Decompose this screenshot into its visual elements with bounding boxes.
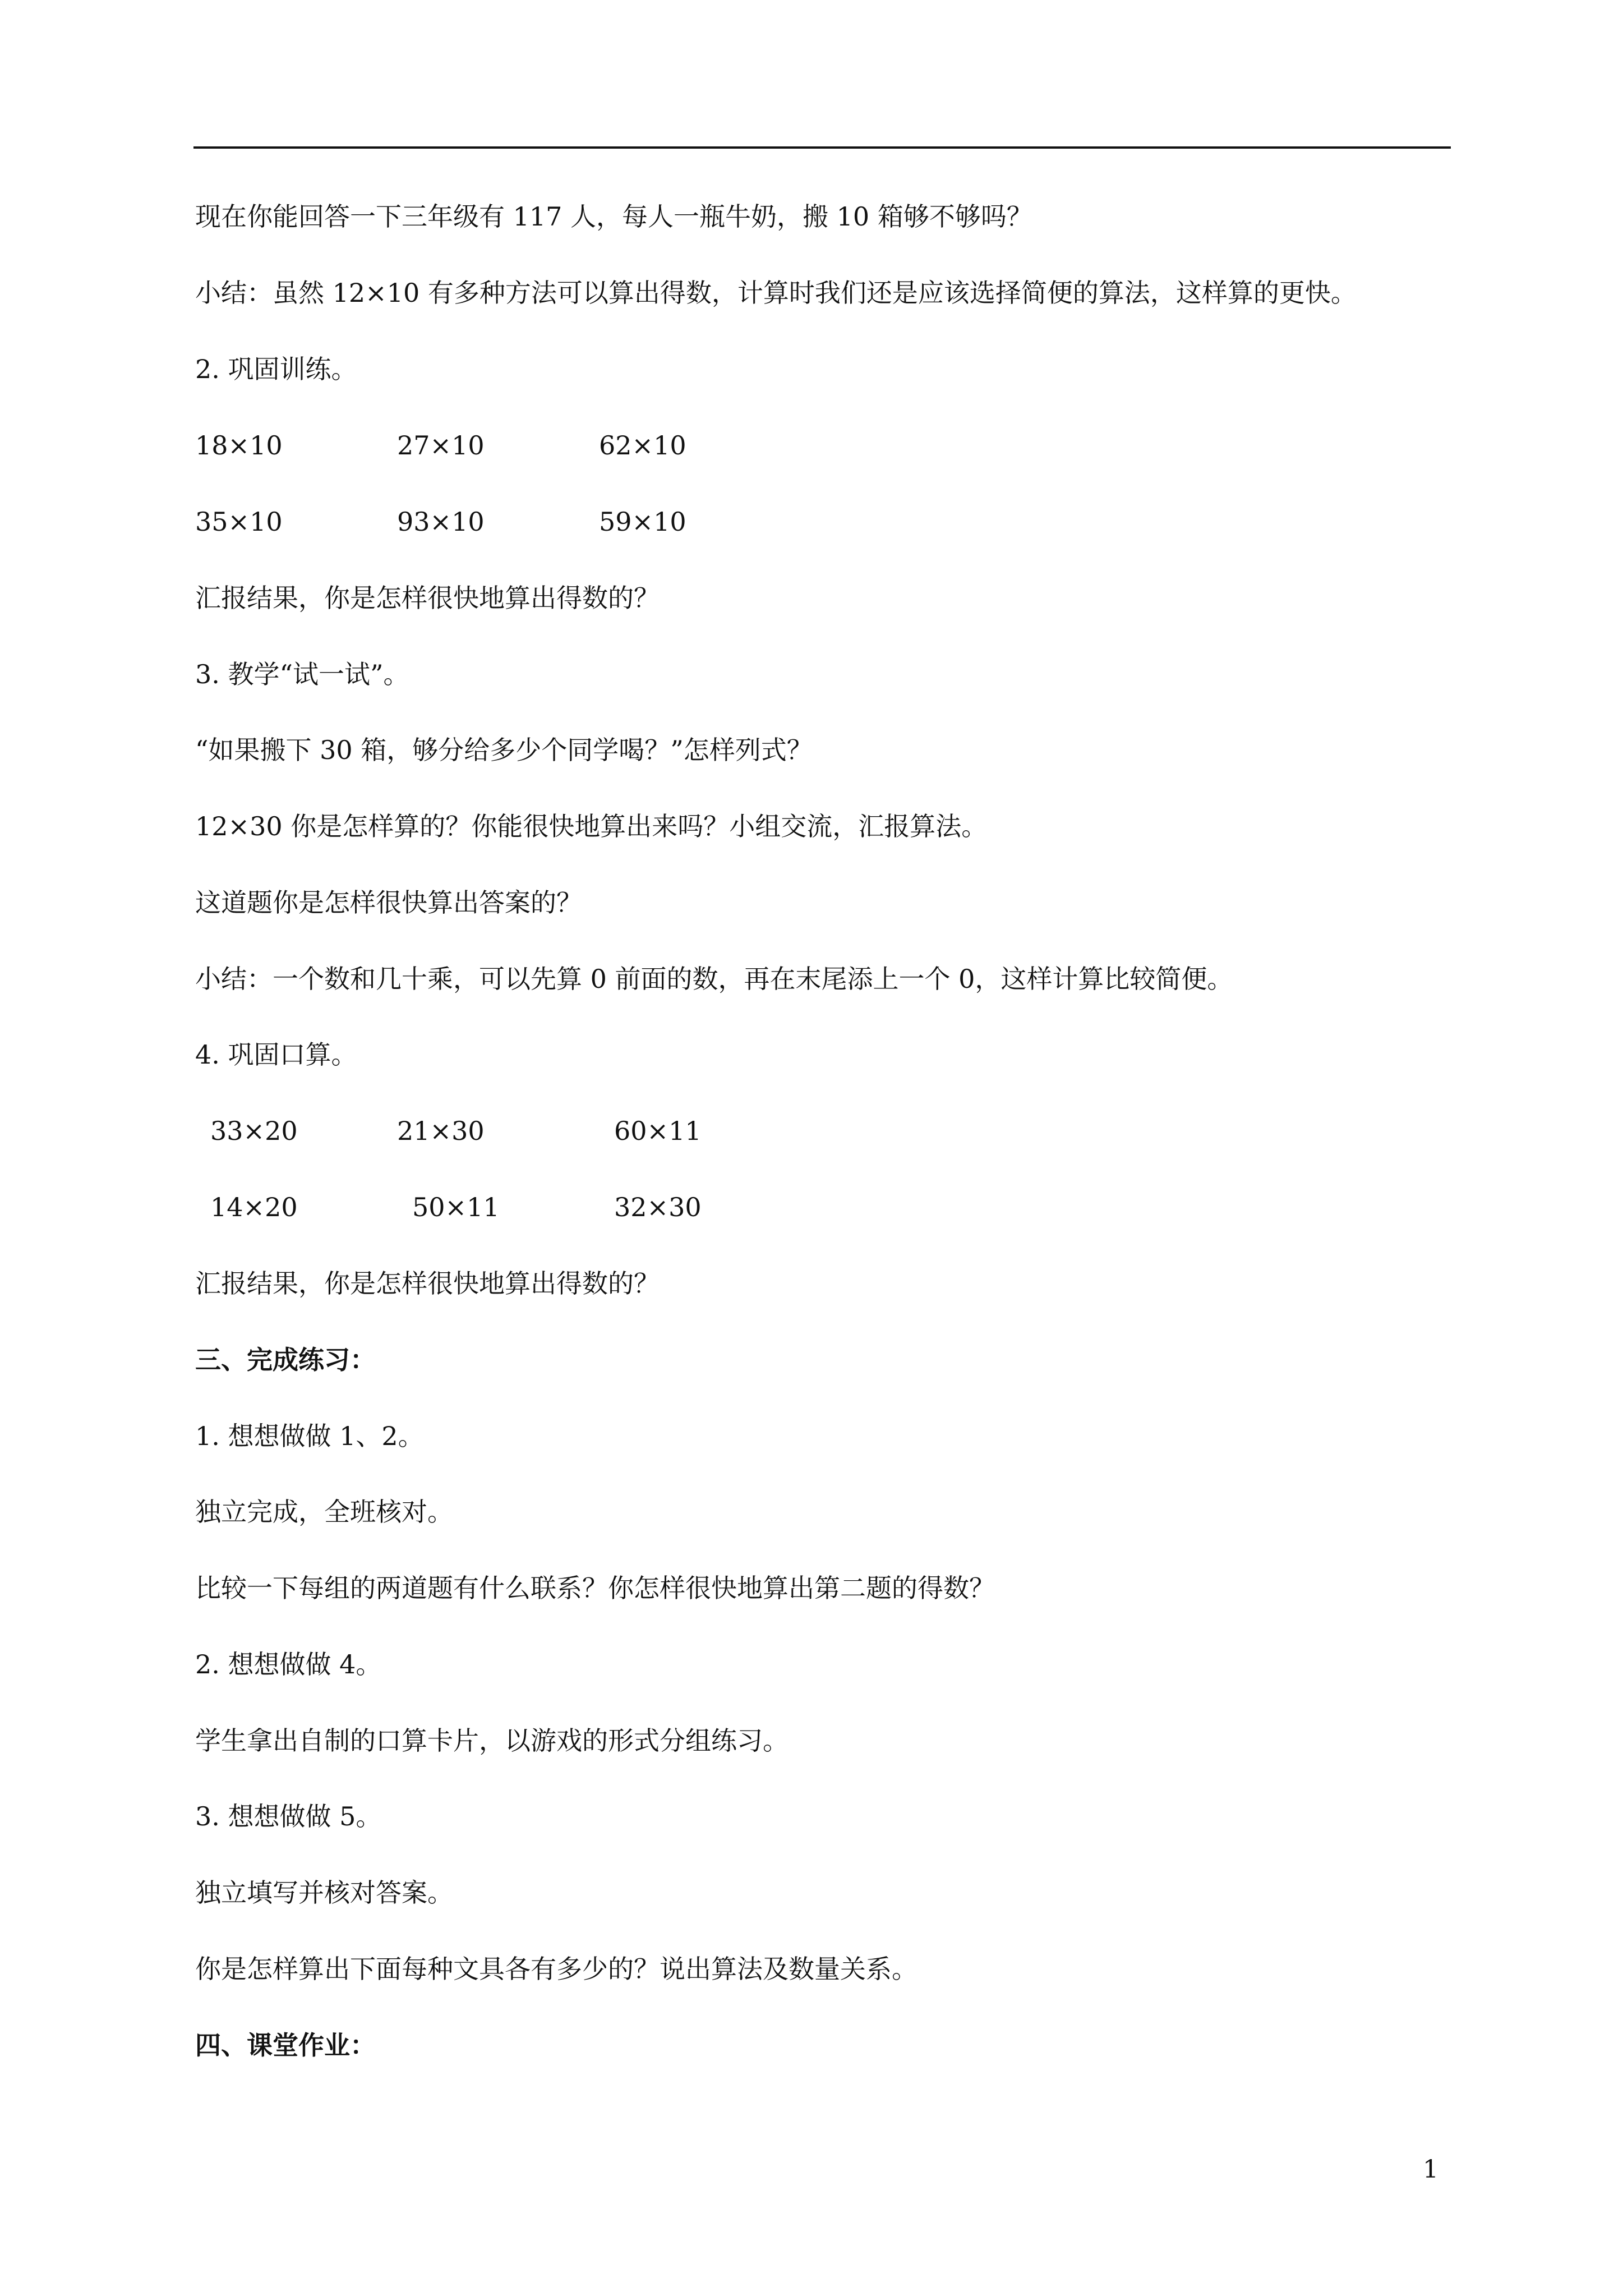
paragraph-problem: “如果搬下 30 箱，够分给多少个同学喝？”怎样列式？ xyxy=(195,735,813,765)
exercise-item: 33×20 xyxy=(210,1116,298,1146)
page-number: 1 xyxy=(1423,2155,1438,2184)
paragraph-compare: 比较一下每组的两道题有什么联系？你怎样很快地算出第二题的得数？ xyxy=(195,1573,995,1603)
heading-step-3: 3. 教学“试一试”。 xyxy=(195,659,409,689)
paragraph-independent: 独立完成，全班核对。 xyxy=(195,1497,453,1527)
exercise-item: 60×11 xyxy=(614,1116,702,1146)
exercise-item: 21×30 xyxy=(397,1116,485,1146)
paragraph-report-1: 汇报结果，你是怎样很快地算出得数的？ xyxy=(195,583,660,613)
section-heading-homework: 四、课堂作业： xyxy=(195,2030,376,2060)
paragraph-discussion: 12×30 你是怎样算的？你能很快地算出来吗？小组交流，汇报算法。 xyxy=(195,811,988,841)
exercise-item: 62×10 xyxy=(599,430,686,461)
practice-item-1: 1. 想想做做 1、2。 xyxy=(195,1421,424,1451)
paragraph-cards: 学生拿出自制的口算卡片，以游戏的形式分组练习。 xyxy=(195,1726,789,1756)
header-rule xyxy=(193,146,1451,149)
exercise-item: 18×10 xyxy=(195,430,283,461)
exercise-item: 35×10 xyxy=(195,507,283,537)
exercise-item: 32×30 xyxy=(614,1192,702,1222)
paragraph-question: 现在你能回答一下三年级有 117 人，每人一瓶牛奶，搬 10 箱够不够吗？ xyxy=(195,201,1032,232)
exercise-item: 14×20 xyxy=(210,1192,298,1222)
exercise-item: 50×11 xyxy=(412,1192,500,1222)
paragraph-stationery: 你是怎样算出下面每种文具各有多少的？说出算法及数量关系。 xyxy=(195,1954,917,1984)
exercise-item: 59×10 xyxy=(599,507,686,537)
paragraph-summary-2: 小结：一个数和几十乘，可以先算 0 前面的数，再在末尾添上一个 0，这样计算比较简便。 xyxy=(195,964,1233,994)
exercise-item: 93×10 xyxy=(397,507,485,537)
paragraph-question-2: 这道题你是怎样很快算出答案的？ xyxy=(195,887,582,918)
heading-step-4: 4. 巩固口算。 xyxy=(195,1039,357,1070)
paragraph-report-2: 汇报结果，你是怎样很快地算出得数的？ xyxy=(195,1268,660,1299)
paragraph-summary-1: 小结：虽然 12×10 有多种方法可以算出得数，计算时我们还是应该选择简便的算法，这样算的更快。 xyxy=(195,278,1357,308)
exercise-item: 27×10 xyxy=(397,430,485,461)
heading-step-2: 2. 巩固训练。 xyxy=(195,354,357,384)
practice-item-3: 3. 想想做做 5。 xyxy=(195,1801,382,1832)
paragraph-fill-in: 独立填写并核对答案。 xyxy=(195,1878,453,1908)
section-heading-practice: 三、完成练习： xyxy=(195,1345,376,1375)
practice-item-2: 2. 想想做做 4。 xyxy=(195,1649,382,1680)
